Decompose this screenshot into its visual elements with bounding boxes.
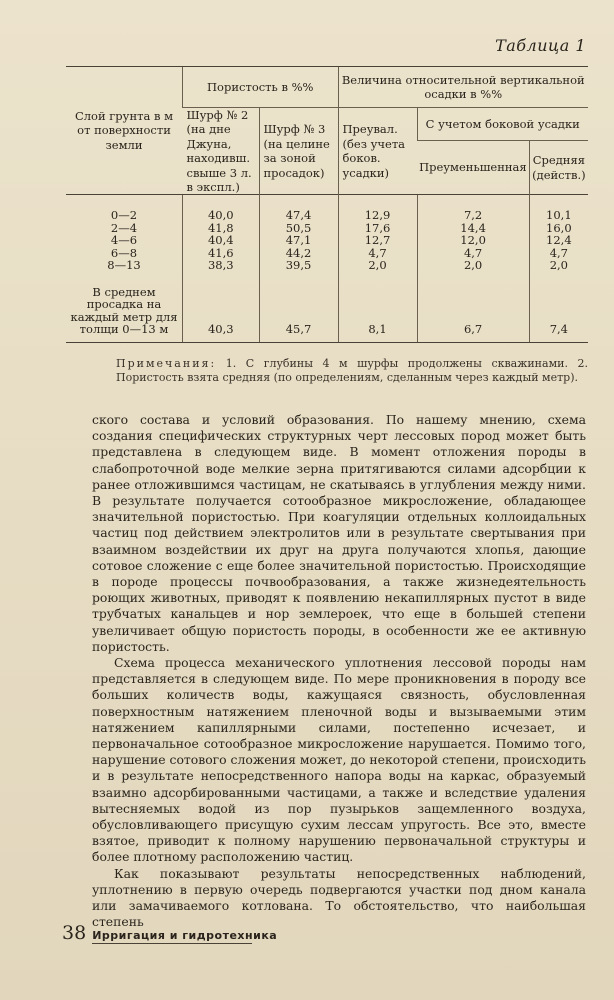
reduced-values: 7,2 14,4 12,0 4,7 2,0 (417, 195, 529, 272)
notes-label: Примечания: (116, 357, 217, 370)
avg-average: 7,4 (529, 272, 588, 343)
header-settlement: Величина относительной вертикальной осадки в %% (338, 67, 588, 108)
pit2-values: 40,0 41,8 40,4 41,6 38,3 (183, 195, 260, 272)
notes-text: 1. С глубины 4 м шурфы продолжены скважинами. 2. Пористость взята средняя (по определениям, сделанным через каждый метр). (116, 357, 588, 384)
header-reduced: Преуменьшенная (419, 160, 527, 175)
preval-values: 12,9 17,6 12,7 4,7 2,0 (338, 195, 417, 272)
avg-reduced: 6,7 (417, 272, 529, 343)
header-pit3: Шурф № 3 (на целине за зоной просадок) (259, 108, 338, 195)
average-label: В среднем просадка на каждый метр для толщи 0—13 м (66, 272, 183, 343)
header-lateral: С учетом боковой усадки (417, 108, 588, 141)
journal-title: Ирригация и гидротехника (92, 929, 278, 942)
avg-preval: 8,1 (338, 272, 417, 343)
table-row-average (66, 272, 588, 343)
paragraph: Как показывают результаты непосредственных наблюдений, уплотнению в первую очередь подвергаются участки под дном канала или замачиваемого котлована. То обстоятельство, что наибольшая степень (92, 865, 586, 930)
header-porosity: Пористость в %% (183, 67, 339, 108)
footer-rule (92, 943, 252, 944)
table-caption: Таблица 1 (495, 36, 586, 55)
page-footer (62, 922, 277, 944)
header-preval: Преувал. (без учета боков. усадки) (338, 108, 417, 195)
layer-values: 0—2 2—4 4—6 6—8 8—13 (66, 195, 183, 272)
header-pit2: Шурф № 2 (на дне Джуна, находивш. свыше 3 л. в экспл.) (186, 108, 252, 194)
avg-pit2: 40,3 (183, 272, 260, 343)
table-notes (116, 357, 588, 385)
avg-pit3: 45,7 (259, 272, 338, 343)
body-text (92, 412, 586, 931)
header-average: Средняя (действ.) (529, 140, 588, 194)
data-table (66, 66, 588, 343)
average-values: 10,1 16,0 12,4 4,7 2,0 (529, 195, 588, 272)
pit3-values: 47,4 50,5 47,1 44,2 39,5 (259, 195, 338, 272)
page-number: 38 (62, 922, 87, 944)
table-row (66, 195, 588, 272)
header-layer: Слой грунта в м от поверхности земли (66, 67, 183, 195)
paragraph: Схема процесса механического уплотнения лессовой породы нам представляется в следующем виде. По мере проникновения в породу все больших количеств воды, кажущаяся связность, обусловленная поверхностным натяжением пленочной воды и вызываемыми этим натяжением капиллярными силами, постепенно исчезает, и первоначальное сотообразное микросложение нарушается. Помимо того, нарушение сотового сложения может, до некоторой степени, происходить и в результате непосредственного напора воды на каркас, образуемый взаимно адсорбированными частицами, а также и вследствие удаления вытесняемых водой из пор пузырьков защемленного воздуха, обусловливающего присущую сухим лессам упругость. Все это, вместе взятое, приводит к полному нарушению первоначальной структуры и более плотному расположению частиц. (92, 655, 587, 865)
paragraph: ского состава и условий образования. По нашему мнению, схема создания специфических структурных черт лессовых пород может быть представлена в следующем виде. В момент отложения породы в слабопроточной воде мелкие зерна притягиваются силами адсорбции к ранее отложившимся частицам, не скатываясь в углубления между ними. В результате получается сотообразное микросложение, обладающее значительной пористостью. При коагуляции отдельных коллоидальных частиц под действием электролитов или в результате свертывания при взаимном воздействии их друг на друга получаются хлопья, дающие сотовое сложение с еще более значительной пористостью. Происходящие в породе процессы почвообразования, а также жизнедеятельность роющих животных, приводят к появлению некапиллярных пустот в виде трубчатых канальцев и нор землероек, что еще в большей степени увеличивает общую пористость породы, в особенности же ее активную пористость. (92, 412, 586, 654)
